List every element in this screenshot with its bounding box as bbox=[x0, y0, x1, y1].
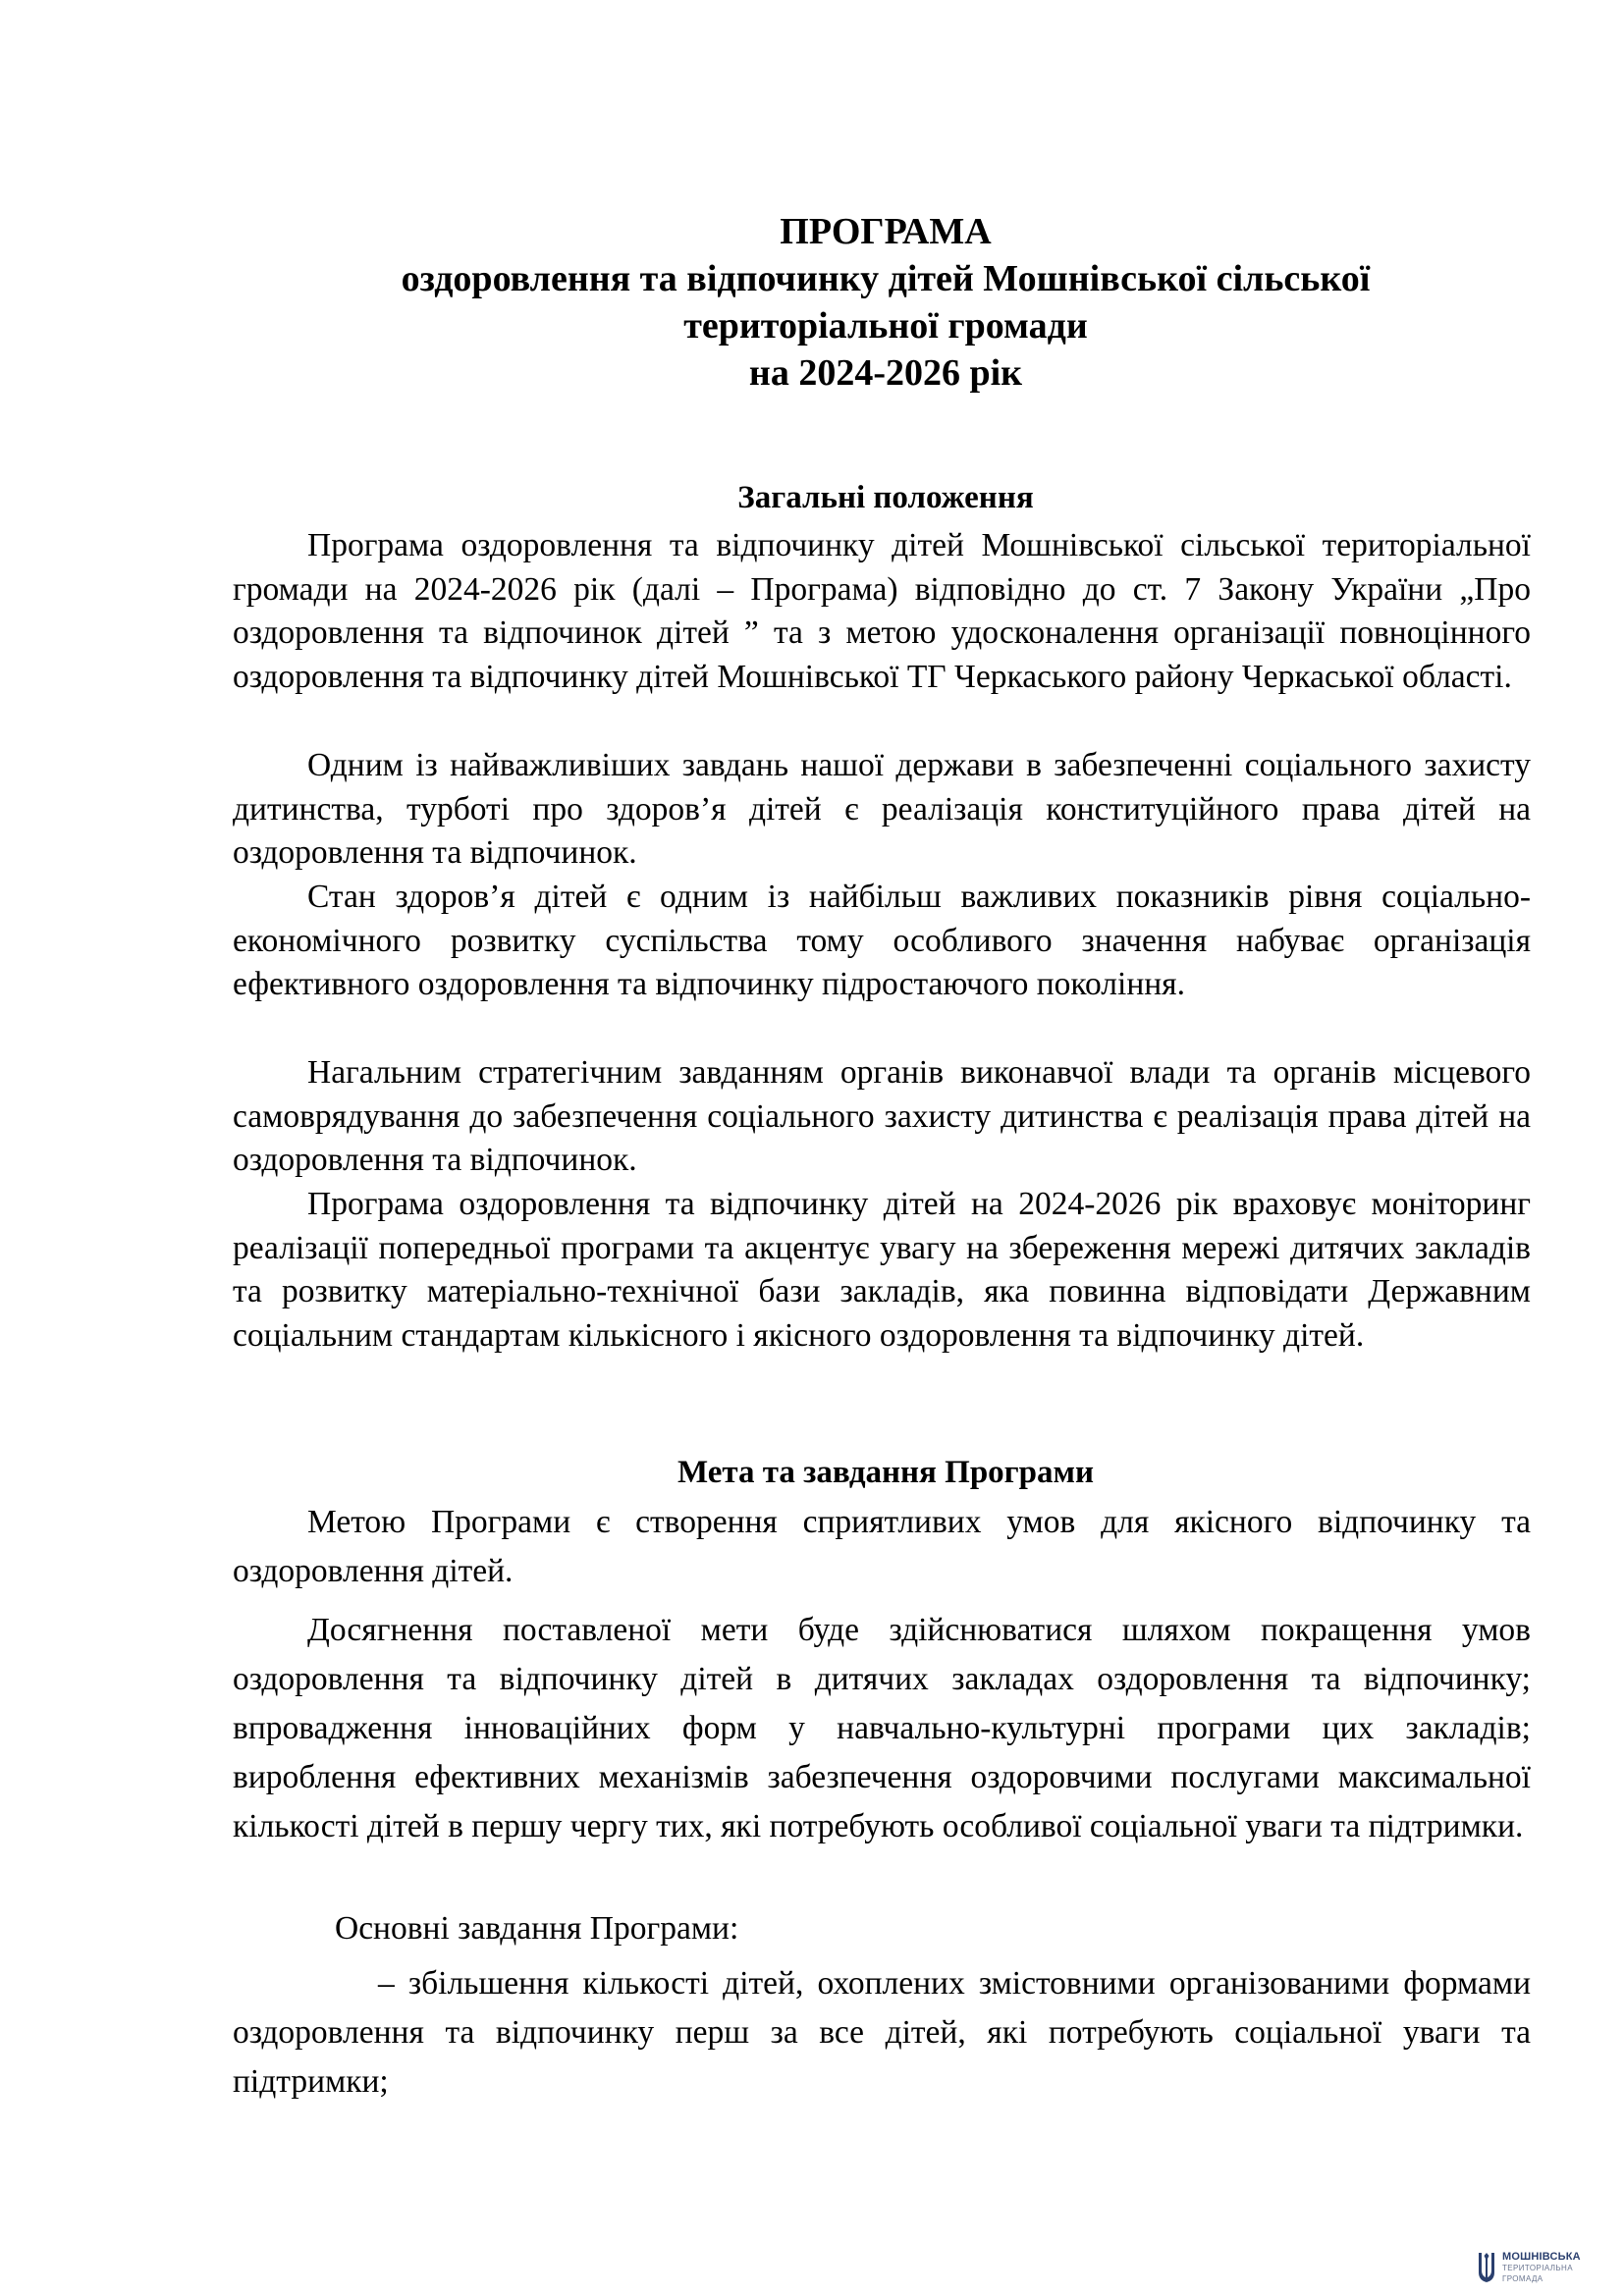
title-line-2: оздоровлення та відпочинку дітей Мошнівської сільської bbox=[401, 258, 1371, 299]
logo-line-2: ТЕРИТОРІАЛЬНА bbox=[1502, 2263, 1573, 2272]
general-paragraph-5: Програма оздоровлення та відпочинку дітей на 2024-2026 рік враховує моніторинг реалізації попередньої програми та акцентує увагу на збереження мережі дитячих закладів та розвитку матеріально-технічної бази закладів, яка повинна відповідати Державним соціальним стандартам кількісного і якісного оздоровлення та відпочинку дітей. bbox=[233, 1186, 1531, 1354]
logo-line-3: ГРОМАДА bbox=[1502, 2273, 1543, 2283]
goals-paragraph-1: Метою Програми є створення сприятливих умов для якісного відпочинку та оздоровлення дітей. bbox=[233, 1504, 1531, 1589]
title-line-4: на 2024-2026 рік bbox=[748, 352, 1023, 394]
section-heading-goals: Мета та завдання Програми bbox=[677, 1455, 1095, 1490]
general-paragraph-4: Нагальним стратегічним завданням органів виконавчої влади та органів місцевого самоврядування до забезпечення соціального захисту дитинства є реалізація права дітей на оздоровлення та відпочинок. bbox=[233, 1054, 1531, 1179]
general-paragraph-2: Одним із найважливіших завдань нашої держави в забезпеченні соціального захисту дитинства, турботі про здоров’я дітей є реалізація конституційного права дітей на оздоровлення та відпочинок. bbox=[233, 747, 1531, 872]
logo-line-1: МОШНІВСЬКА bbox=[1502, 2250, 1581, 2263]
section-heading-general: Загальні положення bbox=[737, 480, 1034, 515]
trident-emblem-icon bbox=[1477, 2251, 1496, 2284]
general-paragraph-1: Програма оздоровлення та відпочинку дітей Мошнівської сільської територіальної громади на 2024-2026 рік (далі – Програма) відповідно до ст. 7 Закону України „Про оздоровлення та відпочинок дітей ” та з метою удосконалення організації повноцінного оздоровлення та відпочинку дітей Мошнівської ТГ Черкаського району Черкаської області. bbox=[233, 527, 1531, 695]
title-line-1: ПРОГРАМА bbox=[780, 211, 992, 252]
tasks-intro: Основні завдання Програми: bbox=[335, 1910, 739, 1947]
task-item-1: – збільшення кількості дітей, охоплених змістовними організованими формами оздоровлення та відпочинку перш за все дітей, які потребують соціальної уваги та підтримки; bbox=[233, 1965, 1531, 2100]
goals-paragraph-2: Досягнення поставленої мети буде здійснюватися шляхом покращення умов оздоровлення та відпочинку дітей в дитячих закладах оздоровлення та відпочинку; впровадження інноваційних форм у навчально-культурні програми цих закладів; вироблення ефективних механізмів забезпечення оздоровчими послугами максимальної кількості дітей в першу чергу тих, які потребують особливої соціальної уваги та підтримки. bbox=[233, 1612, 1531, 1844]
community-logo bbox=[1477, 2247, 1614, 2288]
title-line-3: територіальної громади bbox=[683, 305, 1088, 347]
general-paragraph-3: Стан здоров’я дітей є одним із найбільш важливих показників рівня соціально-економічного розвитку суспільства тому особливого значення набуває організація ефективного оздоровлення та відпочинку підростаючого покоління. bbox=[233, 879, 1531, 1003]
document-title bbox=[233, 208, 1539, 397]
